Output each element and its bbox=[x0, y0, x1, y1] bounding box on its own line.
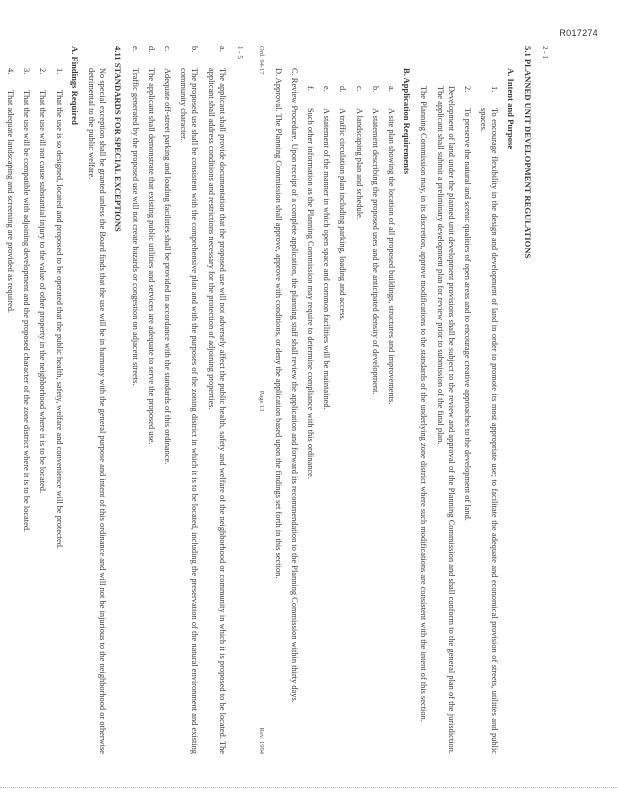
page-heading: 5.1 PLANNED UNIT DEVELOPMENT REGULATIONS bbox=[522, 46, 533, 259]
body-paragraph: Development of land under the planned unit development provisions shall be subject to the review and approval of the Planning Commission and shall conform to the general plan of the jurisdiction. The applicant shall submit a preliminary development plan for review prior to submission of the final plan. bbox=[435, 86, 456, 754]
left-item-list bbox=[129, 46, 227, 754]
list-item bbox=[53, 68, 64, 754]
item-marker: a. bbox=[386, 86, 396, 92]
item-text: That the use is so designed, located and proposed to be operated that the public health, safety, welfare and convenience will be protected. bbox=[54, 90, 64, 549]
intent-list bbox=[462, 46, 501, 754]
footer-right: Rev. 1994 bbox=[258, 727, 266, 754]
list-item bbox=[37, 68, 48, 754]
footer-left: Ord. 94-17 bbox=[258, 46, 266, 75]
item-marker: b. bbox=[370, 86, 380, 93]
item-text: Such other information as the Planning Commission may require to determine compliance with this ordinance. bbox=[305, 108, 315, 479]
item-text: That the use will be compatible with adjoining development and the proposed character of the zone district where it is to be located. bbox=[22, 90, 32, 533]
list-item bbox=[146, 46, 157, 754]
right-page bbox=[258, 30, 560, 770]
list-item bbox=[370, 86, 381, 754]
findings-list bbox=[0, 46, 65, 754]
list-item bbox=[178, 46, 200, 754]
left-page-number: 1 - 5 bbox=[236, 46, 244, 59]
section-paragraph: No special exception shall be granted unless the Board finds that the use will be in harmony with the general purpose and intent of this ordinance and will not be injurious to the neighborhood or otherwise detrimental to the public welfare. bbox=[86, 68, 108, 754]
item-marker: d. bbox=[338, 86, 348, 93]
item-marker: b. bbox=[190, 46, 200, 53]
item-text: A statement describing the proposed uses and the anticipated density of development. bbox=[370, 108, 380, 395]
list-item bbox=[305, 86, 316, 754]
sub-heading: A. Intent and Purpose bbox=[505, 68, 516, 150]
item-text: Adequate off-street parking and loading facilities shall be provided in accordance with the standards of this ordinance. bbox=[162, 68, 172, 465]
scan-edge-dots bbox=[0, 786, 618, 788]
list-item bbox=[5, 68, 16, 754]
list-item bbox=[205, 46, 227, 754]
item-text: To encourage flexibility in the design and development of land in order to promote its most appropriate use; to facilitate the adequate and economical provision of streets, utilities and public spaces. bbox=[479, 108, 500, 754]
item-text: The applicant shall demonstrate that existing public utilities and services are adequate to serve the proposed use. bbox=[146, 68, 156, 445]
item-marker: 2. bbox=[38, 68, 48, 75]
item-text: That the use will not cause substantial injury to the value of other property in the neighborhood where it is to be located. bbox=[38, 90, 48, 494]
list-item bbox=[162, 46, 173, 754]
list-item bbox=[321, 86, 332, 754]
closing-paragraph: C. Review Procedure. Upon receipt of a complete application, the planning staff shall review the application and forward its recommendation to the Planning Commission within thirty days. bbox=[289, 68, 299, 703]
requirements-list bbox=[305, 46, 397, 754]
list-item bbox=[129, 46, 140, 754]
item-text: A landscaping plan and schedule. bbox=[354, 108, 364, 220]
item-marker: c. bbox=[162, 46, 172, 52]
list-item bbox=[478, 86, 500, 754]
item-marker: a. bbox=[217, 46, 227, 52]
section-heading: 4.11 STANDARDS FOR SPECIAL EXCEPTIONS bbox=[113, 46, 124, 232]
list-item bbox=[337, 86, 348, 754]
footer-center: Page 13 bbox=[258, 390, 266, 412]
item-marker: 1. bbox=[54, 68, 64, 75]
left-page bbox=[0, 30, 255, 770]
item-marker: f. bbox=[305, 86, 315, 91]
list-item bbox=[462, 86, 473, 754]
closing-paragraph: D. Approval. The Planning Commission shall approve, approve with conditions, or deny the application based upon the findings set forth in this section. bbox=[273, 68, 283, 579]
item-text: A statement of the manner in which open space and common facilities will be maintained. bbox=[322, 108, 332, 410]
item-text: The applicant shall provide documentation that the proposed use will not adversely affect the public health, safety and welfare of the neighborhood or community in which it is proposed to be located. The applicant shall address conditions and restrictions necessary for the protection of adjoining properties. bbox=[206, 68, 227, 754]
item-marker: e. bbox=[322, 86, 332, 92]
sub-heading: A. Findings Required bbox=[69, 46, 80, 125]
body-paragraph: The Planning Commission may, in its discretion, approve modifications to the standards of the underlying zone district where such modifications are consistent with the intent of this section. bbox=[419, 86, 429, 722]
item-marker: 2. bbox=[462, 86, 472, 93]
item-text: Traffic generated by the proposed use will not create hazards or congestion on adjacent streets. bbox=[130, 68, 140, 386]
item-text: That adequate landscaping and screening are provided as required. bbox=[5, 90, 15, 314]
item-marker: e. bbox=[130, 46, 140, 52]
item-marker: c. bbox=[354, 86, 364, 92]
item-text: A traffic circulation plan including parking, loading and access. bbox=[338, 108, 348, 321]
item-text: A site plan showing the location of all proposed buildings, structures and improvements. bbox=[386, 108, 396, 405]
right-page-number: 2 - 1 bbox=[541, 46, 549, 59]
page-footer bbox=[256, 46, 267, 754]
list-item bbox=[21, 68, 32, 754]
list-item bbox=[353, 86, 364, 754]
item-text: To preserve the natural and scenic qualities of open areas and to encourage creative approaches to the development of land. bbox=[462, 108, 472, 521]
document-id: R017274 bbox=[559, 28, 598, 38]
item-marker: 4. bbox=[5, 68, 15, 75]
item-text: The proposed use shall be consistent with the comprehensive plan and with the purposes of the zoning district in which it is to be located, including the preservation of the natural environment and existing community character. bbox=[179, 68, 200, 754]
item-marker: 3. bbox=[22, 68, 32, 75]
list-item bbox=[386, 86, 397, 754]
item-marker: d. bbox=[146, 46, 156, 53]
item-marker: 1. bbox=[490, 86, 500, 93]
sub-heading: B. Application Requirements bbox=[402, 68, 413, 175]
